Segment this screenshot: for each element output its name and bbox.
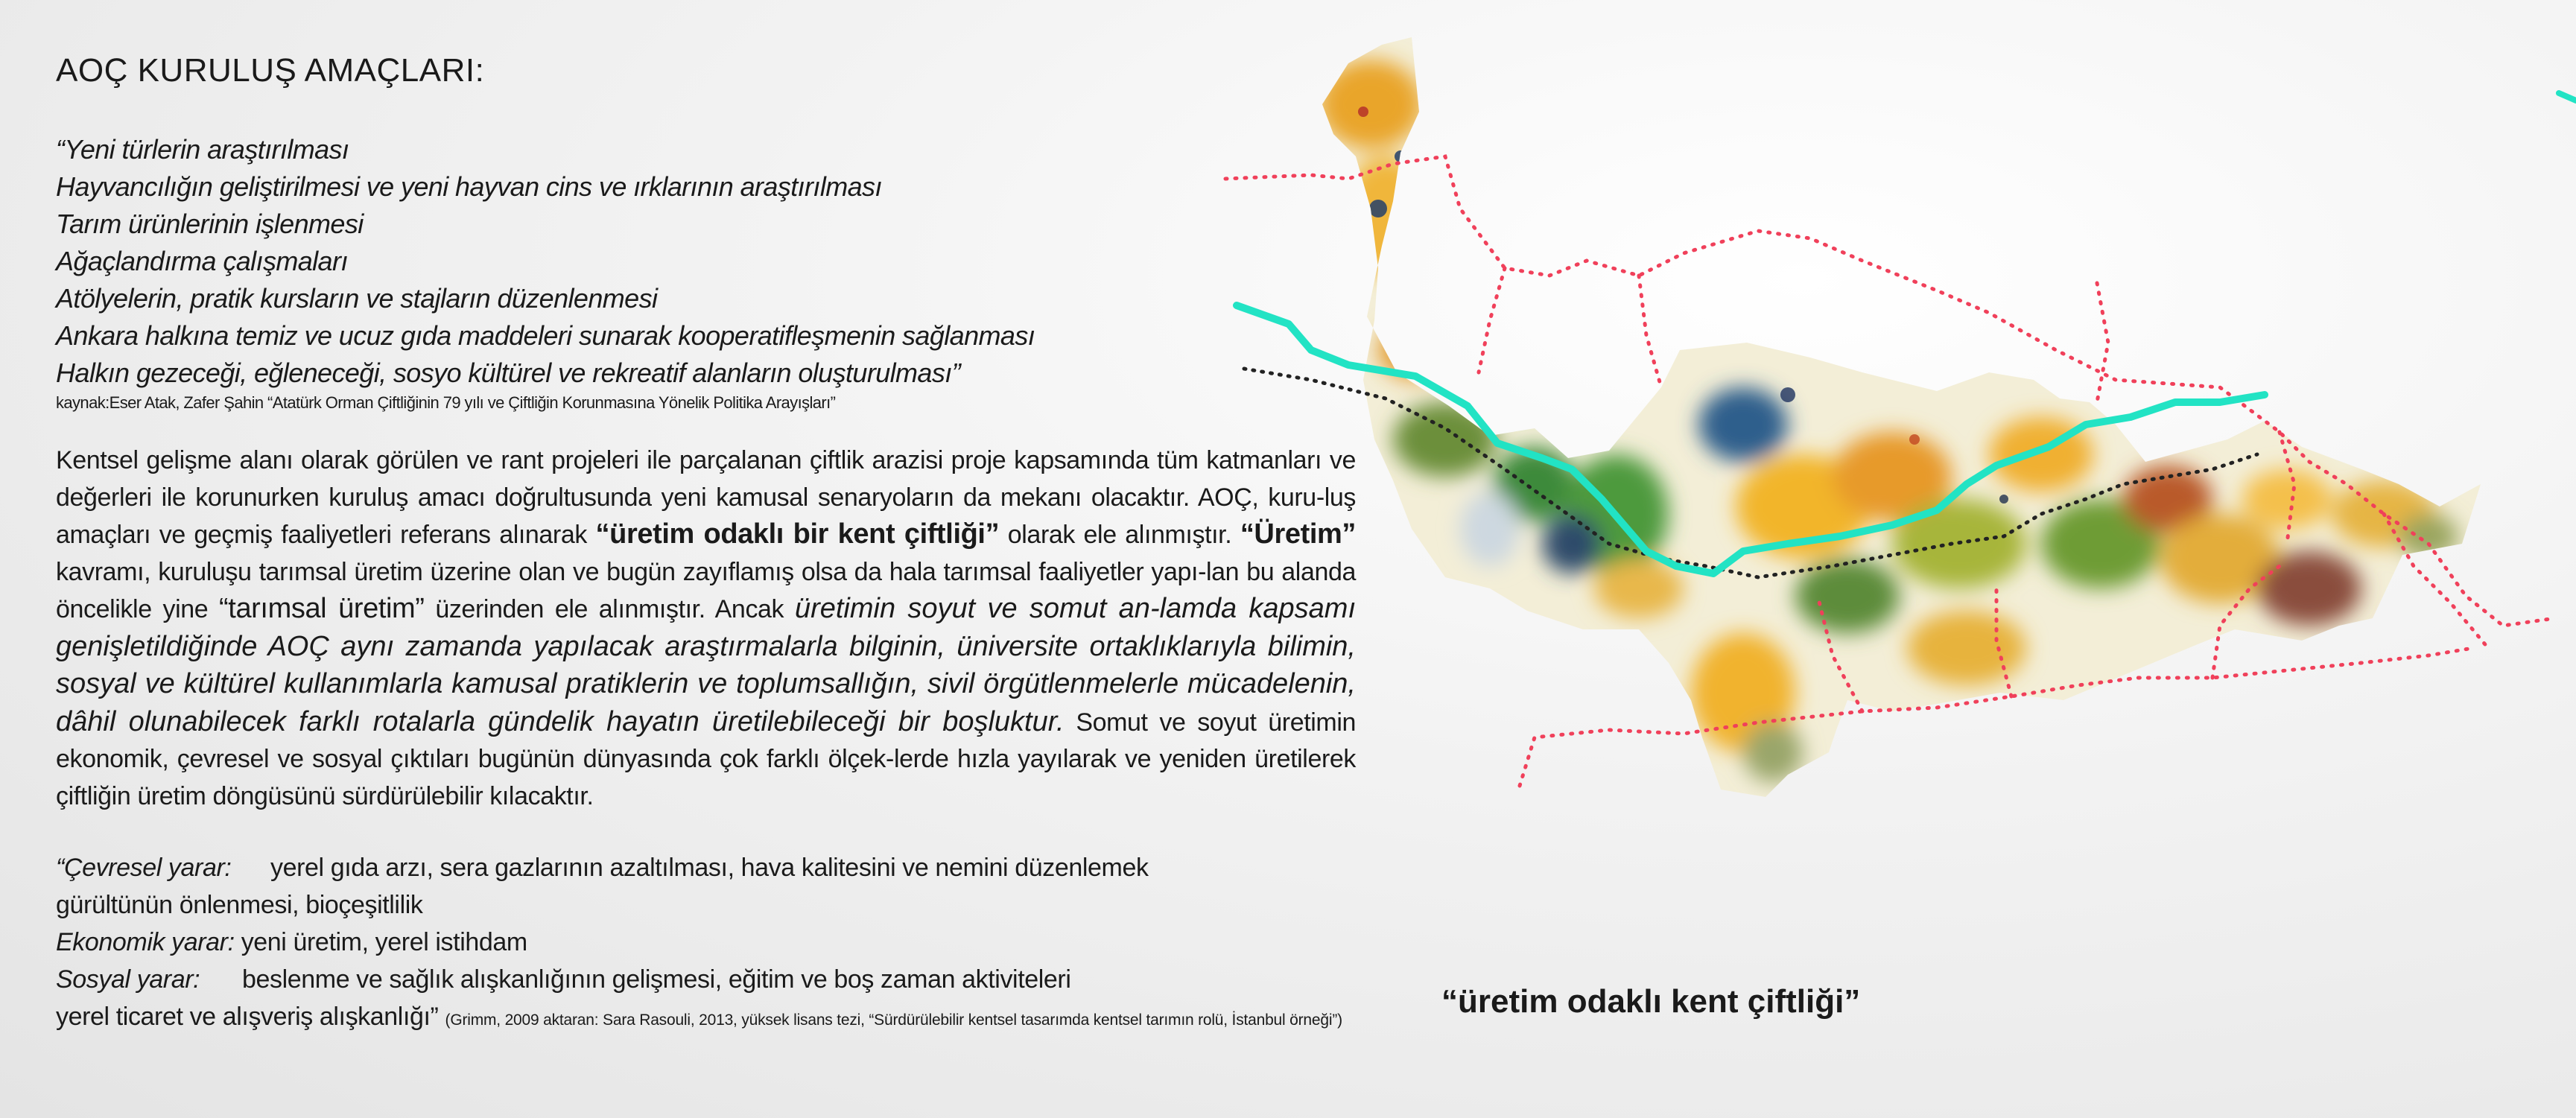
italic-passage: üretimin soyut ve somut an-lamda kapsamı genişletildiğinde AOÇ aynı zamanda yapılacak araştırmalarla bilginin, üniversite ortaklıklarıyla bilimin, sosyal ve kültürel kullanımlarla kamusal pratiklerin ve toplumsallığın, sivil örgütlenmelerle mücadelenin, dâhil olunabilecek farklı rotalarla gündelik hayatın üretilebileceği bir boşluktur. <box>56 593 1356 737</box>
bold-phrase: “üretim odaklı bir kent çiftliği” <box>595 518 1000 550</box>
benefit-line <box>56 886 1356 924</box>
goal-line: Ağaçlandırma çalışmaları <box>56 246 348 276</box>
benefit-label: Ekonomik yarar: <box>56 928 235 956</box>
body-paragraph <box>56 442 1356 815</box>
benefit-line <box>56 924 1356 961</box>
goal-line: Atölyelerin, pratik kursların ve stajların düzenlenmesi <box>56 283 658 314</box>
goal-line: Ankara halkına temiz ve ucuz gıda maddeleri sunarak kooperatifleşmenin sağlanması <box>56 320 1035 351</box>
quoted-phrase: “tarımsal üretim” <box>219 593 425 624</box>
benefit-citation: (Grimm, 2009 aktaran: Sara Rasouli, 2013, yüksek lisans tezi, “Sürdürülebilir kentsel tasarımda kentsel tarımın rolü, İstanbul örneği”) <box>445 1011 1342 1029</box>
bold-phrase: “Üretim” <box>1240 518 1356 550</box>
benefit-line <box>56 961 1356 998</box>
goal-line: “Yeni türlerin araştırılması <box>56 134 349 165</box>
goal-line: Hayvancılığın geliştirilmesi ve yeni hayvan cins ve ırklarının araştırılması <box>56 171 882 202</box>
goals-source: kaynak:Eser Atak, Zafer Şahin “Atatürk Orman Çiftliğinin 79 yılı ve Çiftliğin Korunmasına Yönelik Politika Arayışları” <box>56 393 836 412</box>
goal-line: Halkın gezeceği, eğleneceği, sosyo kültürel ve rekreatif alanların oluşturulması” <box>56 358 961 388</box>
benefit-line <box>56 849 1356 886</box>
benefit-text: gürültünün önlenmesi, bioçeşitlilik <box>56 891 423 919</box>
map-caption: “üretim odaklı kent çiftliği” <box>1441 983 1861 1020</box>
body-text: Kentsel gelişme alanı olarak görülen ve rant projeleri ile parçalanan çiftlik arazisi proje kapsamında tüm katmanları ve değerleri ile korunurken kuruluş amacı doğrultusunda yeni kamusal senaryoların da mekanı olacaktır. AOÇ, kuru-luş amaçları ve geçmiş faaliyetleri referans alınarak <box>56 446 1356 549</box>
body-text: kavramı, kuruluşu tarımsal üretim üzerine olan ve bugün zayıflamış olsa da hala tarımsal faaliyetler yapı-lan bu alanda öncelikle yine <box>56 557 1356 623</box>
benefit-text: beslenme ve sağlık alışkanlığının gelişmesi, eğitim ve boş zaman aktiviteleri <box>242 965 1071 994</box>
goals-list <box>56 131 1356 414</box>
benefit-text: yeni üretim, yerel istihdam <box>241 928 527 956</box>
body-text: üzerinden ele alınmıştır. Ancak <box>435 595 784 623</box>
benefit-label: Sosyal yarar: <box>56 965 200 994</box>
benefit-line <box>56 998 1356 1039</box>
benefit-text: yerel ticaret ve alışveriş alışkanlığı” <box>56 1003 439 1031</box>
page-heading: AOÇ KURULUŞ AMAÇLARI: <box>56 52 485 89</box>
benefits-list <box>56 849 1356 1039</box>
benefit-label: “Çevresel yarar: <box>56 854 232 882</box>
goal-line: Tarım ürünlerinin işlenmesi <box>56 209 364 239</box>
body-text: Somut ve soyut üretimin ekonomik, çevresel ve sosyal çıktıları bugünün dünyasında çok farklı ölçek-lerde hızla yayılarak ve yeniden üretilerek çiftliğin üretim döngüsünü sürdürülebilir kılacaktır. <box>56 708 1356 810</box>
benefit-text: yerel gıda arzı, sera gazlarının azaltılması, hava kalitesini ve nemini düzenlemek <box>270 854 1149 882</box>
farm-map-illustration <box>1222 22 2576 812</box>
body-text: olarak ele alınmıştır. <box>1007 521 1232 549</box>
route-fragment <box>2559 93 2576 101</box>
